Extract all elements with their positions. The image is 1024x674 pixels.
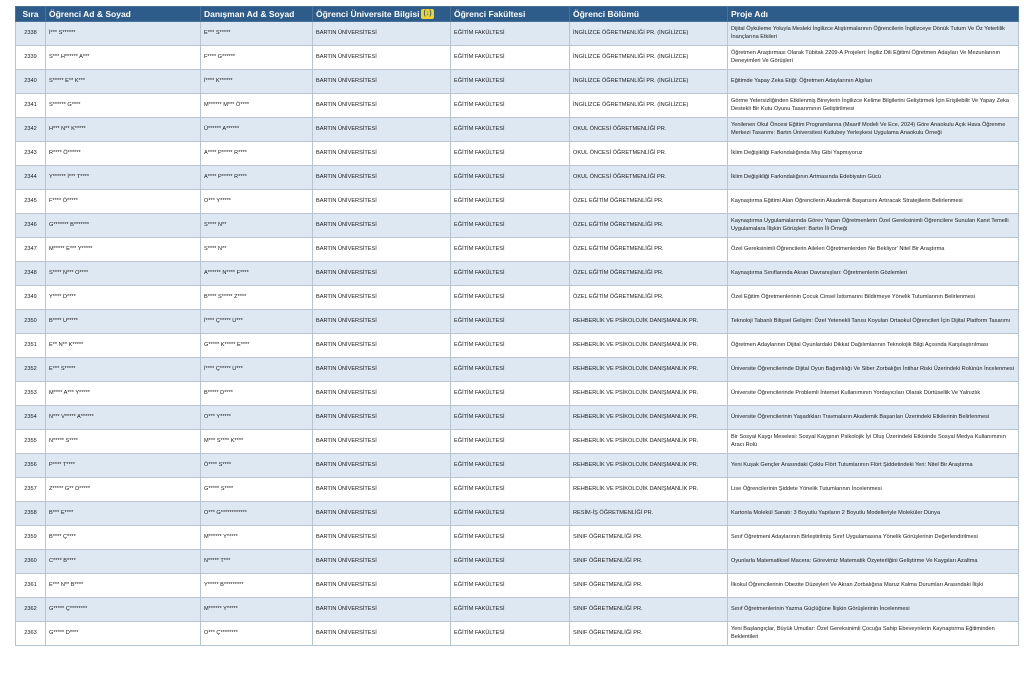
table-row — [16, 622, 1019, 646]
cell-sira: 2340 — [16, 70, 46, 94]
table-row — [16, 46, 1019, 70]
cell-sira: 2355 — [16, 430, 46, 454]
cell-bolum: ÖZEL EĞİTİM ÖĞRETMENLİĞİ PR. — [570, 190, 728, 214]
cell-danisman: B***** D**** — [201, 382, 313, 406]
cell-danisman: F**** G****** — [201, 46, 313, 70]
cell-bolum: SINIF ÖĞRETMENLİĞİ PR. — [570, 598, 728, 622]
cell-proje: Öğretmen Araştırması Olarak Tübitak 2209-A Projeleri: İngiliz Dili Eğitimi Öğretmen Adayları Ve Mezunlarının Deneyimleri Ve Görüşleri — [728, 46, 1019, 70]
cell-bolum: İNGİLİZCE ÖĞRETMENLİĞİ PR. (İNGİLİZCE) — [570, 94, 728, 118]
cell-ogrenci: C**** B**** — [46, 550, 201, 574]
cell-danisman: O*** Y***** — [201, 406, 313, 430]
cell-danisman: A**** P***** R**** — [201, 142, 313, 166]
cell-bolum: REHBERLİK VE PSİKOLOJİK DANIŞMANLIK PR. — [570, 310, 728, 334]
cell-universite: BARTIN ÜNİVERSİTESİ — [313, 358, 451, 382]
cell-danisman: M****** M*** Ö**** — [201, 94, 313, 118]
cell-ogrenci: N***** S**** — [46, 430, 201, 454]
table-row — [16, 334, 1019, 358]
cell-danisman: İ**** K****** — [201, 70, 313, 94]
cell-proje: Oyunlarla Matematiksel Macera: Görevimiz Matematik Özyeterliğini Geliştirme Ve Kaygıları Azaltma — [728, 550, 1019, 574]
cell-proje: Bir Sosyal Kaygı Meselesi: Sosyal Kaygının Psikolojik İyi Oluş Üzerindeki Etkisinde Sosyal Medya Kullanımının Aracı Rolü — [728, 430, 1019, 454]
cell-bolum: ÖZEL EĞİTİM ÖĞRETMENLİĞİ PR. — [570, 262, 728, 286]
cell-ogrenci: S***** E** K*** — [46, 70, 201, 94]
cell-danisman: M****** Y***** — [201, 526, 313, 550]
cell-ogrenci: S****** G**** — [46, 94, 201, 118]
cell-universite: BARTIN ÜNİVERSİTESİ — [313, 574, 451, 598]
table-row — [16, 574, 1019, 598]
cell-bolum: REHBERLİK VE PSİKOLOJİK DANIŞMANLIK PR. — [570, 430, 728, 454]
table-row — [16, 502, 1019, 526]
cell-ogrenci: M**** A*** Y***** — [46, 382, 201, 406]
cell-universite: BARTIN ÜNİVERSİTESİ — [313, 190, 451, 214]
table-row — [16, 598, 1019, 622]
cell-bolum: ÖZEL EĞİTİM ÖĞRETMENLİĞİ PR. — [570, 214, 728, 238]
cell-ogrenci: G***** D**** — [46, 622, 201, 646]
cell-universite: BARTIN ÜNİVERSİTESİ — [313, 430, 451, 454]
cell-sira: 2345 — [16, 190, 46, 214]
cell-ogrenci: B**** Ç**** — [46, 526, 201, 550]
cell-bolum: OKUL ÖNCESİ ÖĞRETMENLİĞİ PR. — [570, 142, 728, 166]
table-row — [16, 22, 1019, 46]
cell-sira: 2358 — [16, 502, 46, 526]
cell-danisman: M*** S**** K**** — [201, 430, 313, 454]
cell-proje: Öğretmen Adaylarının Dijital Oyunlardaki Dikkat Dağılımlarının Teknolojik Bilgi Açısında Karşılaştırılması — [728, 334, 1019, 358]
cell-bolum: SINIF ÖĞRETMENLİĞİ PR. — [570, 550, 728, 574]
header-universite-label: Öğrenci Üniversite Bilgisi — [316, 8, 420, 19]
cell-fakulte: EĞİTİM FAKÜLTESİ — [451, 22, 570, 46]
cell-universite: BARTIN ÜNİVERSİTESİ — [313, 70, 451, 94]
cell-universite: BARTIN ÜNİVERSİTESİ — [313, 454, 451, 478]
cell-bolum: OKUL ÖNCESİ ÖĞRETMENLİĞİ PR. — [570, 118, 728, 142]
cell-danisman: O*** G************ — [201, 502, 313, 526]
cell-ogrenci: N*** V***** A****** — [46, 406, 201, 430]
header-proje[interactable]: Proje Adı — [728, 7, 1019, 22]
cell-danisman: N***** T*** — [201, 550, 313, 574]
cell-universite: BARTIN ÜNİVERSİTESİ — [313, 286, 451, 310]
table-row — [16, 142, 1019, 166]
cell-danisman: G***** S**** — [201, 478, 313, 502]
cell-bolum: İNGİLİZCE ÖĞRETMENLİĞİ PR. (İNGİLİZCE) — [570, 70, 728, 94]
cell-fakulte: EĞİTİM FAKÜLTESİ — [451, 382, 570, 406]
cell-universite: BARTIN ÜNİVERSİTESİ — [313, 94, 451, 118]
cell-fakulte: EĞİTİM FAKÜLTESİ — [451, 574, 570, 598]
cell-sira: 2338 — [16, 22, 46, 46]
cell-ogrenci: M***** E*** Y***** — [46, 238, 201, 262]
table-row — [16, 118, 1019, 142]
cell-fakulte: EĞİTİM FAKÜLTESİ — [451, 358, 570, 382]
table-row — [16, 478, 1019, 502]
cell-sira: 2359 — [16, 526, 46, 550]
cell-ogrenci: S**** N*** O**** — [46, 262, 201, 286]
project-table-container — [15, 6, 1018, 646]
cell-ogrenci: E** N** K***** — [46, 334, 201, 358]
cell-proje: Özel Eğitim Öğretmenlerinin Çocuk Cinsel İstismarını Bildirmeye Yönelik Tutumlarının Belirlenmesi — [728, 286, 1019, 310]
cell-danisman: Y***** B********* — [201, 574, 313, 598]
cell-bolum: SINIF ÖĞRETMENLİĞİ PR. — [570, 622, 728, 646]
cell-fakulte: EĞİTİM FAKÜLTESİ — [451, 406, 570, 430]
cell-danisman: A**** P***** R**** — [201, 166, 313, 190]
cell-fakulte: EĞİTİM FAKÜLTESİ — [451, 310, 570, 334]
cell-sira: 2353 — [16, 382, 46, 406]
cell-ogrenci: R**** Ö****** — [46, 142, 201, 166]
cell-danisman: B**** S***** Z**** — [201, 286, 313, 310]
cell-universite: BARTIN ÜNİVERSİTESİ — [313, 22, 451, 46]
cell-sira: 2348 — [16, 262, 46, 286]
cell-bolum: OKUL ÖNCESİ ÖĞRETMENLİĞİ PR. — [570, 166, 728, 190]
header-universite[interactable] — [313, 7, 451, 22]
cell-universite: BARTIN ÜNİVERSİTESİ — [313, 526, 451, 550]
cell-bolum: İNGİLİZCE ÖĞRETMENLİĞİ PR. (İNGİLİZCE) — [570, 46, 728, 70]
cell-ogrenci: G***** Ç******** — [46, 598, 201, 622]
cell-bolum: REHBERLİK VE PSİKOLOJİK DANIŞMANLIK PR. — [570, 406, 728, 430]
cell-fakulte: EĞİTİM FAKÜLTESİ — [451, 478, 570, 502]
cell-sira: 2350 — [16, 310, 46, 334]
cell-sira: 2343 — [16, 142, 46, 166]
sort-descending-icon[interactable]: (↓) — [423, 10, 432, 18]
cell-proje: Görme Yetersizliğinden Etkilenmiş Bireylerin İngilizce Kelime Bilgilerini Geliştirmek İçin Erişilebilir Ve Yapay Zeka Destekli Bir Kutu Oyunu Tasarımının Geliştirilmesi — [728, 94, 1019, 118]
cell-fakulte: EĞİTİM FAKÜLTESİ — [451, 502, 570, 526]
cell-ogrenci: İ*** S****** — [46, 22, 201, 46]
cell-fakulte: EĞİTİM FAKÜLTESİ — [451, 214, 570, 238]
cell-proje: Lise Öğrencilerinin Şiddete Yönelik Tutumlarının İncelenmesi — [728, 478, 1019, 502]
cell-danisman: Ü****** A****** — [201, 118, 313, 142]
table-row — [16, 406, 1019, 430]
cell-proje: Üniversite Öğrencilerinde Dijital Oyun Bağımlılığı Ve Siber Zorbalığın İntihar Riski Üzerindeki Rolünün İncelenmesi — [728, 358, 1019, 382]
cell-danisman: A****** N**** F**** — [201, 262, 313, 286]
cell-universite: BARTIN ÜNİVERSİTESİ — [313, 238, 451, 262]
cell-proje: Sınıf Öğretmenlerinin Yazma Güçlüğüne İlişkin Görüşlerinin İncelenmesi — [728, 598, 1019, 622]
cell-universite: BARTIN ÜNİVERSİTESİ — [313, 382, 451, 406]
cell-fakulte: EĞİTİM FAKÜLTESİ — [451, 238, 570, 262]
cell-proje: Teknoloji Tabanlı Bilişsel Gelişim: Özel Yetenekli Tanısı Koyulan Ortaokul Öğrencileri İçin Dijital Platform Tasarımı — [728, 310, 1019, 334]
table-body — [16, 22, 1019, 646]
cell-fakulte: EĞİTİM FAKÜLTESİ — [451, 598, 570, 622]
cell-bolum: REHBERLİK VE PSİKOLOJİK DANIŞMANLIK PR. — [570, 358, 728, 382]
cell-bolum: ÖZEL EĞİTİM ÖĞRETMENLİĞİ PR. — [570, 286, 728, 310]
cell-sira: 2352 — [16, 358, 46, 382]
table-row — [16, 382, 1019, 406]
cell-danisman: O*** Ç******** — [201, 622, 313, 646]
cell-fakulte: EĞİTİM FAKÜLTESİ — [451, 550, 570, 574]
table-row — [16, 238, 1019, 262]
cell-proje: Kartonla Molekül Sanatı: 3 Boyutlu Yapıların 2 Boyutlu Modelleriyle Moleküler Dünya — [728, 502, 1019, 526]
cell-bolum: REHBERLİK VE PSİKOLOJİK DANIŞMANLIK PR. — [570, 382, 728, 406]
cell-sira: 2360 — [16, 550, 46, 574]
table-row — [16, 286, 1019, 310]
cell-sira: 2361 — [16, 574, 46, 598]
cell-universite: BARTIN ÜNİVERSİTESİ — [313, 214, 451, 238]
cell-danisman: İ**** Ç***** U*** — [201, 358, 313, 382]
header-danisman[interactable]: Danışman Ad & Soyad — [201, 7, 313, 22]
cell-proje: Yeni Başlangıçlar, Büyük Umutlar: Özel Gereksinimli Çocuğa Sahip Ebeveynlerin Kaynaştırma Eğitiminden Beklentileri — [728, 622, 1019, 646]
cell-universite: BARTIN ÜNİVERSİTESİ — [313, 118, 451, 142]
cell-proje: Kaynaştırma Eğitimi Alan Öğrencilerin Akademik Başarısını Artıracak Stratejilerin Belirlenmesi — [728, 190, 1019, 214]
cell-universite: BARTIN ÜNİVERSİTESİ — [313, 550, 451, 574]
cell-bolum: SINIF ÖĞRETMENLİĞİ PR. — [570, 526, 728, 550]
table-row — [16, 310, 1019, 334]
cell-ogrenci: P**** T**** — [46, 454, 201, 478]
cell-sira: 2363 — [16, 622, 46, 646]
cell-fakulte: EĞİTİM FAKÜLTESİ — [451, 46, 570, 70]
cell-fakulte: EĞİTİM FAKÜLTESİ — [451, 430, 570, 454]
cell-danisman: Ö**** S**** — [201, 454, 313, 478]
cell-ogrenci: S*** H****** A*** — [46, 46, 201, 70]
cell-sira: 2362 — [16, 598, 46, 622]
cell-bolum: İNGİLİZCE ÖĞRETMENLİĞİ PR. (İNGİLİZCE) — [570, 22, 728, 46]
project-table — [15, 6, 1019, 646]
cell-proje: İlkokul Öğrencilerinin Obezite Düzeyleri Ve Akran Zorbalığına Maruz Kalma Durumları Arasındaki İlişki — [728, 574, 1019, 598]
cell-ogrenci: E*** N** B**** — [46, 574, 201, 598]
cell-sira: 2341 — [16, 94, 46, 118]
cell-sira: 2356 — [16, 454, 46, 478]
table-row — [16, 70, 1019, 94]
cell-danisman: G***** K***** E**** — [201, 334, 313, 358]
header-ogrenci[interactable]: Öğrenci Ad & Soyad — [46, 7, 201, 22]
cell-sira: 2357 — [16, 478, 46, 502]
table-row — [16, 214, 1019, 238]
cell-proje: Üniversite Öğrencilerinin Yaşadıkları Travmaların Akademik Başarıları Üzerindeki Etkilerinin Belirlenmesi — [728, 406, 1019, 430]
table-row — [16, 550, 1019, 574]
cell-danisman: İ**** Ç***** U*** — [201, 310, 313, 334]
cell-fakulte: EĞİTİM FAKÜLTESİ — [451, 94, 570, 118]
cell-universite: BARTIN ÜNİVERSİTESİ — [313, 262, 451, 286]
cell-proje: Üniversite Öğrencilerinde Problemli İnternet Kullanımının Yordayıcıları Olarak Dürtüsellik Ve Yalnızlık — [728, 382, 1019, 406]
cell-bolum: REHBERLİK VE PSİKOLOJİK DANIŞMANLIK PR. — [570, 478, 728, 502]
cell-proje: İklim Değişikliği Farkındalığında Mış Gibi Yapmıyoruz — [728, 142, 1019, 166]
cell-fakulte: EĞİTİM FAKÜLTESİ — [451, 334, 570, 358]
cell-fakulte: EĞİTİM FAKÜLTESİ — [451, 142, 570, 166]
cell-ogrenci: Z***** G** D***** — [46, 478, 201, 502]
cell-ogrenci: E*** S***** — [46, 358, 201, 382]
cell-ogrenci: B**** U***** — [46, 310, 201, 334]
cell-universite: BARTIN ÜNİVERSİTESİ — [313, 478, 451, 502]
cell-bolum: SINIF ÖĞRETMENLİĞİ PR. — [570, 574, 728, 598]
cell-ogrenci: Y**** D**** — [46, 286, 201, 310]
cell-fakulte: EĞİTİM FAKÜLTESİ — [451, 190, 570, 214]
table-header-row — [16, 7, 1019, 22]
cell-fakulte: EĞİTİM FAKÜLTESİ — [451, 118, 570, 142]
header-fakulte[interactable]: Öğrenci Fakültesi — [451, 7, 570, 22]
cell-proje: Sınıf Öğretmeni Adaylarının Birleştirilmiş Sınıf Uygulamasına Yönelik Görüşlerinin Değerlendirilmesi — [728, 526, 1019, 550]
cell-fakulte: EĞİTİM FAKÜLTESİ — [451, 454, 570, 478]
cell-danisman: E*** S***** — [201, 22, 313, 46]
cell-fakulte: EĞİTİM FAKÜLTESİ — [451, 70, 570, 94]
cell-proje: Eğitimde Yapay Zeka Etiği: Öğretmen Adaylarının Algıları — [728, 70, 1019, 94]
cell-fakulte: EĞİTİM FAKÜLTESİ — [451, 286, 570, 310]
cell-proje: Kaynaştırma Sınıflarında Akran Davranışları: Öğretmenlerin Gözlemleri — [728, 262, 1019, 286]
header-sira[interactable]: Sıra — [16, 7, 46, 22]
cell-sira: 2349 — [16, 286, 46, 310]
cell-universite: BARTIN ÜNİVERSİTESİ — [313, 334, 451, 358]
cell-fakulte: EĞİTİM FAKÜLTESİ — [451, 526, 570, 550]
table-row — [16, 358, 1019, 382]
cell-bolum: ÖZEL EĞİTİM ÖĞRETMENLİĞİ PR. — [570, 238, 728, 262]
cell-bolum: RESİM-İŞ ÖĞRETMENLİĞİ PR. — [570, 502, 728, 526]
cell-sira: 2344 — [16, 166, 46, 190]
cell-universite: BARTIN ÜNİVERSİTESİ — [313, 142, 451, 166]
cell-fakulte: EĞİTİM FAKÜLTESİ — [451, 166, 570, 190]
cell-ogrenci: Y****** İ*** T**** — [46, 166, 201, 190]
cell-sira: 2347 — [16, 238, 46, 262]
cell-fakulte: EĞİTİM FAKÜLTESİ — [451, 262, 570, 286]
table-row — [16, 454, 1019, 478]
header-bolum[interactable]: Öğrenci Bölümü — [570, 7, 728, 22]
cell-ogrenci: B*** E**** — [46, 502, 201, 526]
cell-sira: 2342 — [16, 118, 46, 142]
cell-danisman: S**** N** — [201, 214, 313, 238]
table-row — [16, 190, 1019, 214]
table-row — [16, 166, 1019, 190]
cell-danisman: M****** Y***** — [201, 598, 313, 622]
cell-proje: Yenilenen Okul Öncesi Eğitim Programlarına (Maarif Modeli Ve Ece, 2024) Göre Anaokulu Açık Hava Öğrenme Merkezi Tasarımı: Bartın Üniversitesi Kutlubey Yerleşkesi Uygulama Anaokulu Örneği — [728, 118, 1019, 142]
cell-ogrenci: F**** Ö***** — [46, 190, 201, 214]
cell-proje: Dijital Öyküleme Yoluyla Mesleki İngilizce Alıştırmalarının Öğrencilerin İngilizceye Dönük Tutum Ve Öz Yeterlilik İnançlarına Etkileri — [728, 22, 1019, 46]
cell-universite: BARTIN ÜNİVERSİTESİ — [313, 310, 451, 334]
cell-danisman: O*** Y***** — [201, 190, 313, 214]
cell-universite: BARTIN ÜNİVERSİTESİ — [313, 622, 451, 646]
cell-bolum: REHBERLİK VE PSİKOLOJİK DANIŞMANLIK PR. — [570, 334, 728, 358]
table-row — [16, 262, 1019, 286]
table-row — [16, 430, 1019, 454]
cell-sira: 2354 — [16, 406, 46, 430]
cell-proje: Kaynaştırma Uygulamalarında Görev Yapan Öğretmenlerin Özel Gereksinimli Öğrencilere Sunulan Kanıt Temelli Uygulamalara İlişkin Görüşleri: Bartın İli Örneği — [728, 214, 1019, 238]
table-row — [16, 526, 1019, 550]
cell-proje: Özel Gereksinimli Öğrencilerin Aileleri Öğretmenlerden Ne Bekliyor' Nitel Bir Araştırma — [728, 238, 1019, 262]
cell-universite: BARTIN ÜNİVERSİTESİ — [313, 166, 451, 190]
cell-danisman: S**** N** — [201, 238, 313, 262]
cell-proje: İklim Değişikliği Farkındalığının Artmasında Edebiyatın Gücü — [728, 166, 1019, 190]
cell-universite: BARTIN ÜNİVERSİTESİ — [313, 406, 451, 430]
cell-universite: BARTIN ÜNİVERSİTESİ — [313, 598, 451, 622]
cell-ogrenci: G******* B******* — [46, 214, 201, 238]
cell-universite: BARTIN ÜNİVERSİTESİ — [313, 46, 451, 70]
cell-sira: 2346 — [16, 214, 46, 238]
table-row — [16, 94, 1019, 118]
cell-proje: Yeni Kuşak Gençler Arasındaki Çoklu Flört Tutumlarının Flört Şiddetindeki Yeri: Nitel Bir Araştırma — [728, 454, 1019, 478]
cell-sira: 2351 — [16, 334, 46, 358]
cell-universite: BARTIN ÜNİVERSİTESİ — [313, 502, 451, 526]
cell-ogrenci: H*** N** K***** — [46, 118, 201, 142]
cell-bolum: REHBERLİK VE PSİKOLOJİK DANIŞMANLIK PR. — [570, 454, 728, 478]
cell-sira: 2339 — [16, 46, 46, 70]
cell-fakulte: EĞİTİM FAKÜLTESİ — [451, 622, 570, 646]
